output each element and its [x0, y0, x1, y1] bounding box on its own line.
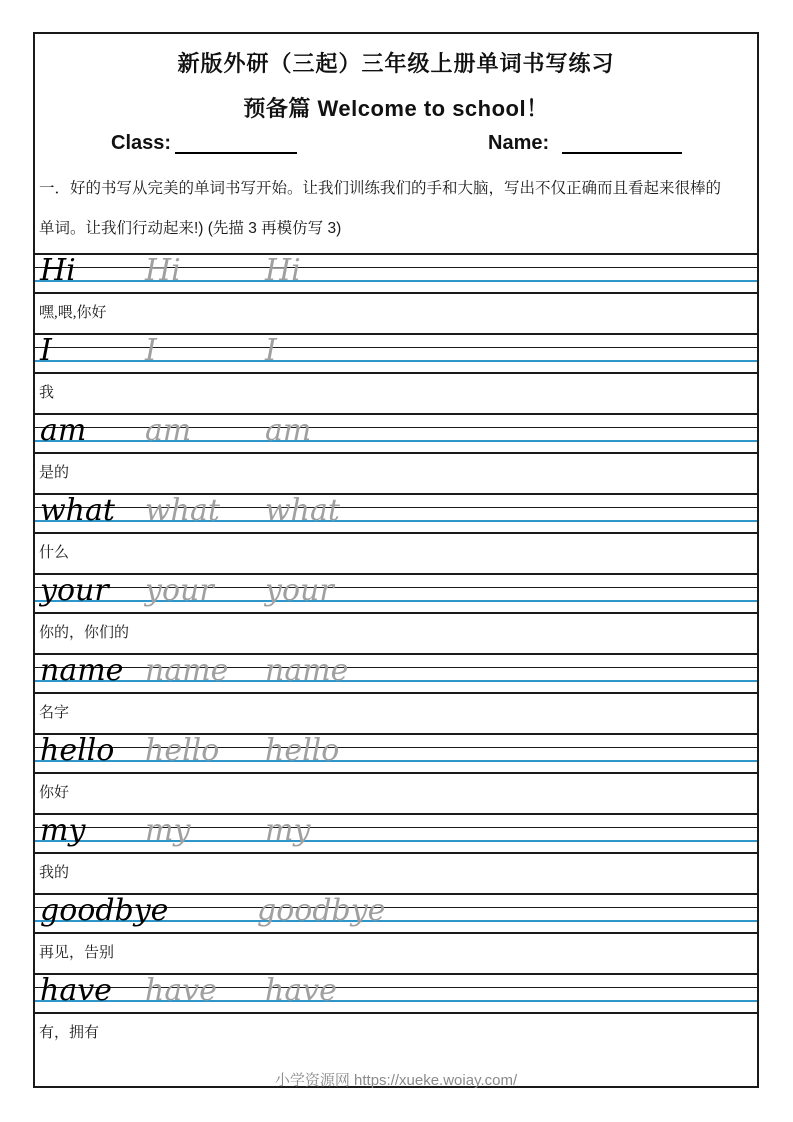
writing-rule-baseline-blue — [35, 280, 757, 282]
writing-grid — [35, 493, 757, 534]
writing-rule-top — [35, 253, 757, 255]
writing-rule-top — [35, 333, 757, 335]
practice-word: your — [40, 573, 109, 608]
class-label: Class: — [111, 132, 172, 154]
writing-rule-top — [35, 973, 757, 975]
trace-word: my — [145, 813, 191, 848]
word-practice-block — [35, 973, 757, 1053]
trace-word: my — [265, 813, 311, 848]
word-meaning: 嘿,喂,你好 — [39, 305, 107, 321]
word-meaning: 是的 — [39, 465, 70, 481]
trace-word: am — [265, 413, 312, 448]
word-meaning: 什么 — [39, 545, 70, 561]
footer-credit: 小学资源网 https://xueke.woiay.com/ — [274, 1072, 518, 1089]
trace-word: your — [145, 573, 214, 608]
writing-rule-mid — [35, 747, 757, 748]
writing-rule-top — [35, 493, 757, 495]
writing-rule-baseline-blue — [35, 360, 757, 362]
writing-rule-mid — [35, 507, 757, 508]
writing-rule-top — [35, 413, 757, 415]
writing-rule-top — [35, 733, 757, 735]
word-practice-block — [35, 573, 757, 653]
writing-rule-baseline-blue — [35, 1000, 757, 1002]
worksheet-subtitle: 预备篇 Welcome to school！ — [243, 96, 549, 121]
writing-grid — [35, 333, 757, 374]
writing-rule-baseline-blue — [35, 520, 757, 522]
writing-rule-bottom — [35, 612, 757, 614]
writing-grid — [35, 573, 757, 614]
writing-rule-baseline-blue — [35, 600, 757, 602]
trace-word: Hi — [265, 253, 301, 288]
word-practice-block — [35, 653, 757, 733]
practice-word: have — [40, 973, 112, 1008]
trace-word: your — [265, 573, 334, 608]
class-blank-line — [175, 152, 297, 154]
instructions-line-2: 单词。让我们行动起来!) (先描 3 再模仿写 3) — [39, 220, 342, 237]
word-practice-block — [35, 813, 757, 893]
writing-rule-bottom — [35, 852, 757, 854]
writing-rule-mid — [35, 427, 757, 428]
writing-rule-bottom — [35, 372, 757, 374]
word-meaning: 名字 — [39, 705, 70, 721]
writing-rule-bottom — [35, 932, 757, 934]
writing-rule-bottom — [35, 452, 757, 454]
practice-word: Hi — [40, 253, 76, 288]
word-meaning: 有，拥有 — [39, 1025, 100, 1041]
trace-word: what — [145, 493, 220, 528]
name-blank-line — [562, 152, 682, 154]
word-practice-block — [35, 493, 757, 573]
worksheet-page — [33, 32, 759, 1088]
practice-word: my — [40, 813, 86, 848]
word-meaning: 你好 — [39, 785, 70, 801]
trace-word: name — [145, 653, 229, 688]
word-practice-list — [35, 253, 757, 1053]
trace-word: am — [145, 413, 192, 448]
writing-rule-top — [35, 813, 757, 815]
word-meaning: 我 — [39, 385, 55, 401]
writing-rule-mid — [35, 267, 757, 268]
word-meaning: 再见，告别 — [39, 945, 115, 961]
word-meaning: 你的，你们的 — [39, 625, 130, 641]
class-name-row — [35, 132, 757, 158]
writing-rule-bottom — [35, 532, 757, 534]
trace-word: what — [265, 493, 340, 528]
word-practice-block — [35, 893, 757, 973]
section-instructions — [39, 178, 753, 258]
writing-rule-baseline-blue — [35, 840, 757, 842]
practice-word: name — [40, 653, 124, 688]
writing-grid — [35, 973, 757, 1014]
writing-rule-bottom — [35, 772, 757, 774]
trace-word: goodbye — [257, 893, 386, 928]
trace-word: have — [265, 973, 337, 1008]
trace-word: I — [265, 333, 277, 368]
writing-rule-mid — [35, 827, 757, 828]
word-practice-block — [35, 413, 757, 493]
writing-grid — [35, 733, 757, 774]
writing-grid — [35, 413, 757, 454]
word-practice-block — [35, 253, 757, 333]
writing-grid — [35, 253, 757, 294]
trace-word: I — [145, 333, 157, 368]
name-label: Name: — [488, 132, 550, 154]
writing-grid — [35, 653, 757, 694]
writing-grid — [35, 893, 757, 934]
writing-grid — [35, 813, 757, 854]
trace-word: have — [145, 973, 217, 1008]
writing-rule-bottom — [35, 692, 757, 694]
writing-rule-mid — [35, 347, 757, 348]
writing-rule-bottom — [35, 292, 757, 294]
writing-rule-top — [35, 573, 757, 575]
worksheet-title: 新版外研（三起）三年级上册单词书写练习 — [177, 51, 615, 76]
writing-rule-bottom — [35, 1012, 757, 1014]
writing-rule-baseline-blue — [35, 680, 757, 682]
writing-rule-baseline-blue — [35, 760, 757, 762]
practice-word: what — [40, 493, 115, 528]
word-practice-block — [35, 733, 757, 813]
trace-word: hello — [145, 733, 220, 768]
word-practice-block — [35, 333, 757, 413]
writing-rule-top — [35, 653, 757, 655]
writing-rule-mid — [35, 667, 757, 668]
word-meaning: 我的 — [39, 865, 70, 881]
practice-word: I — [40, 333, 52, 368]
trace-word: hello — [265, 733, 340, 768]
instructions-line-1: 一．好的书写从完美的单词书写开始。让我们训练我们的手和大脑，写出不仅正确而且看起来很棒的 — [39, 180, 722, 197]
practice-word: hello — [40, 733, 115, 768]
practice-word: am — [40, 413, 87, 448]
writing-rule-mid — [35, 587, 757, 588]
trace-word: name — [265, 653, 349, 688]
trace-word: Hi — [145, 253, 181, 288]
practice-word: goodbye — [40, 893, 169, 928]
writing-rule-mid — [35, 987, 757, 988]
writing-rule-baseline-blue — [35, 440, 757, 442]
